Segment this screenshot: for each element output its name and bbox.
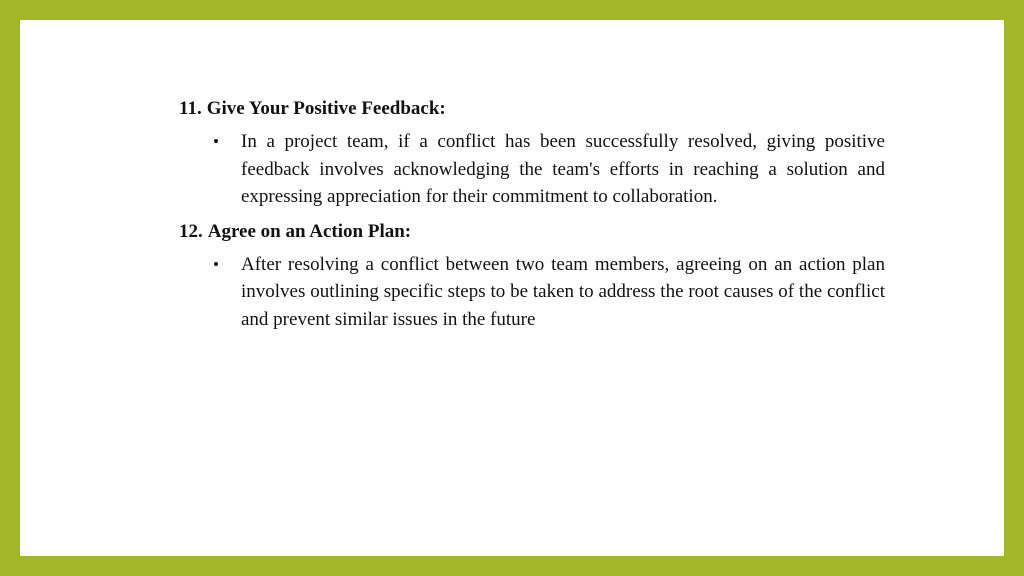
section-title: Agree on an Action Plan: (207, 220, 412, 242)
section-number: 12. (179, 220, 203, 242)
bullet-text: After resolving a conflict between two team members, agreeing on an action plan involves outlining specific steps to be taken to address the root causes of the conflict and prevent similar issues in the future (241, 253, 885, 330)
bullet-list (179, 128, 885, 211)
section-heading (179, 96, 885, 122)
slide-content (179, 96, 885, 341)
bullet-item (179, 128, 885, 211)
section-title: Give Your Positive Feedback: (206, 98, 446, 119)
slide-canvas (20, 20, 1004, 556)
bullet-list (179, 251, 885, 334)
section-heading (179, 219, 885, 245)
bullet-text: In a project team, if a conflict has been successfully resolved, giving positive feedback involves acknowledging the team's efforts in reaching a solution and expressing appreciation for their commitment to collaboration. (241, 131, 885, 207)
section-number: 11. (179, 98, 202, 119)
bullet-dot-icon (214, 139, 218, 143)
bullet-item (179, 251, 885, 334)
bullet-dot-icon (214, 262, 218, 266)
section-give-positive-feedback (179, 96, 885, 211)
section-agree-action-plan (179, 219, 885, 334)
